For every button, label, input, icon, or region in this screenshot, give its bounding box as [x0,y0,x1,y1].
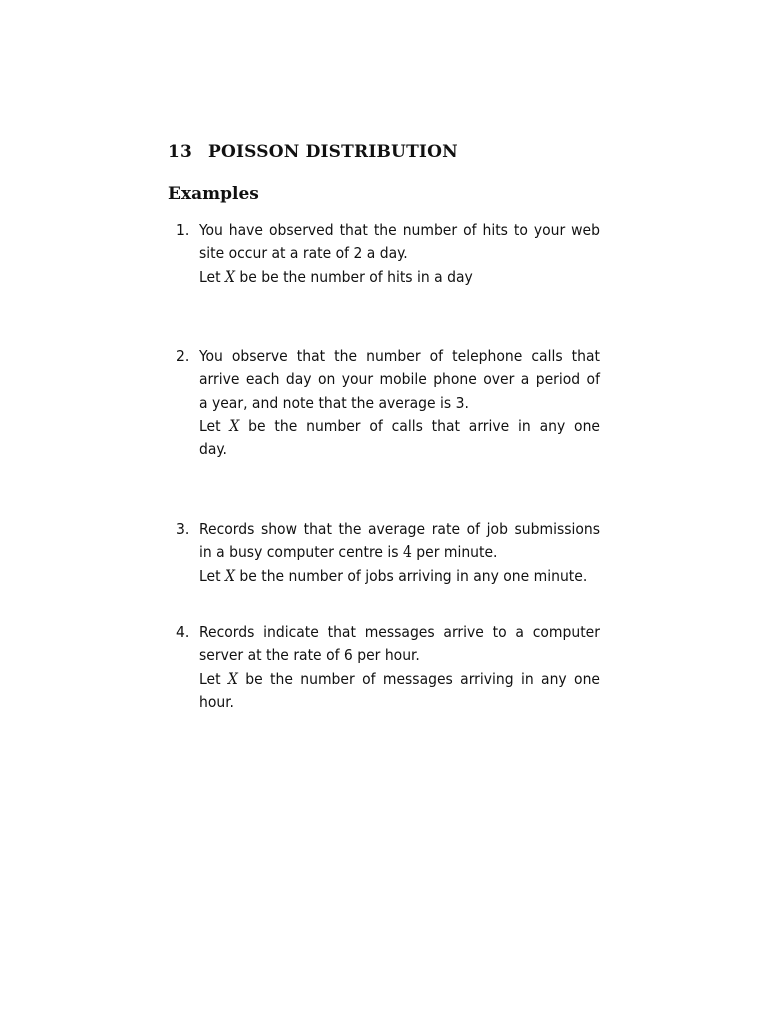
example-line: server at the rate of 6 per hour. [199,646,420,665]
rate-value: 4 [402,543,412,562]
random-variable: X [227,669,238,688]
example-line: Records indicate that messages arrive to a computer [199,623,600,641]
example-marker: 2. [176,347,190,365]
example-line: a year, and note that the average is 3. [199,393,469,412]
section-number: 13 [168,142,193,162]
examples-heading: Examples [168,184,259,204]
example-line: site occur at a rate of 2 a day. [199,244,408,263]
example-item-3 [176,518,600,588]
example-text [199,219,600,289]
definition-text: be the number of calls that arrive in any one [248,416,600,435]
random-variable: X [224,267,235,286]
example-marker: 1. [176,221,190,239]
example-text [199,621,600,714]
example-marker: 3. [176,520,190,538]
example-marker: 4. [176,623,190,641]
section-heading [168,142,458,162]
rate-text: in a busy computer centre is [199,543,399,562]
example-item-1 [176,219,600,289]
example-line [199,668,600,691]
example-item-4 [176,621,600,714]
example-line: arrive each day on your mobile phone over a period of [199,370,600,389]
random-variable: X [229,416,240,435]
example-line: day. [199,440,227,459]
example-line: Records show that the average rate of job submissions [199,520,600,538]
example-line [199,565,600,588]
example-line: You observe that the number of telephone calls that [199,347,600,365]
definition-text: be the number of messages arriving in any one [245,669,600,688]
let-text: Let [199,669,221,688]
example-text [199,518,600,588]
rate-unit: per minute. [416,543,498,562]
example-line: You have observed that the number of hits to your web [199,221,600,239]
definition-text: be the number of jobs arriving in any one minute. [239,566,588,585]
let-text: Let [199,267,221,286]
example-line [199,541,600,564]
example-line: hour. [199,692,234,711]
random-variable: X [224,566,235,585]
example-text [199,345,600,461]
let-text: Let [199,566,221,585]
definition-text: be be the number of hits in a day [239,267,473,286]
example-line [199,266,600,289]
section-title: POISSON DISTRIBUTION [208,142,458,162]
example-item-2 [176,345,600,461]
let-text: Let [199,416,221,435]
example-line [199,415,600,438]
